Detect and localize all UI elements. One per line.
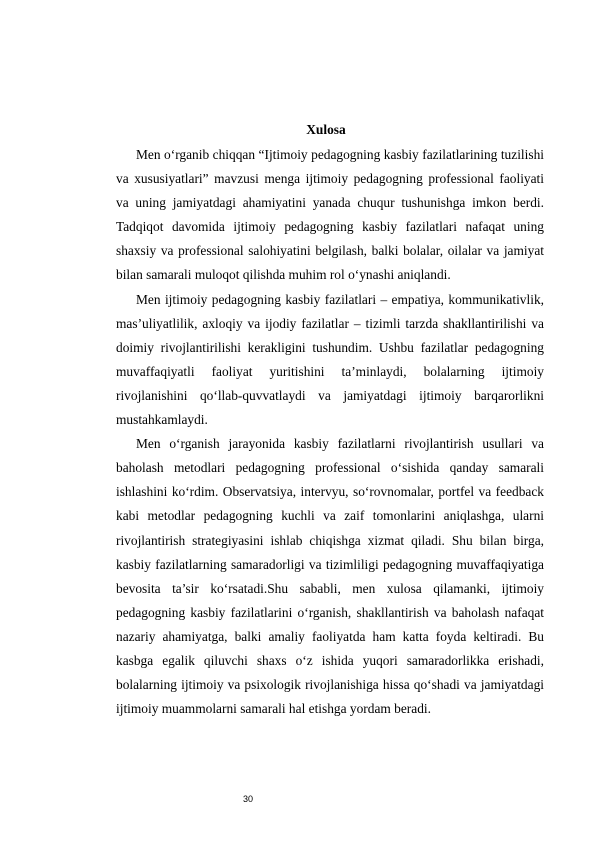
body-text [116, 143, 544, 721]
paragraph-1: Men o‘rganib chiqqan “Ijtimoiy pedagogning kasbiy fazilatlarining tuzilishi va xususiyatlari” mavzusi menga ijtimoiy pedagogning professional faoliyati va uning jamiyatdagi ahamiyatini yanada chuqur tushunishga imkon berdi. Tadqiqot davomida ijtimoiy pedagogning kasbiy fazilatlari nafaqat uning shaxsiy va professional salohiyatini belgilash, balki bolalar, oilalar va jamiyat bilan samarali muloqot qilishda muhim rol o‘ynashi aniqlandi. [116, 147, 544, 283]
section-title: Xulosa [306, 122, 346, 137]
page-number: 30 [243, 794, 254, 804]
paragraph-3: Men o‘rganish jarayonida kasbiy fazilatlarni rivojlantirish usullari va baholash metodlari pedagogning professional o‘sishida qanday samarali ishlashini ko‘rdim. Observatsiya, intervyu, so‘rovnomalar, portfel va feedback kabi metodlar pedagogning kuchli va zaif tomonlarini aniqlashga, ularni rivojlantirish strategiyasini ishlab chiqishga xizmat qiladi. Shu bilan birga, kasbiy fazilatlarning samaradorligi va tizimliligi pedagogning muvaffaqiyatiga bevosita ta’sir ko‘rsatadi.Shu sababli, men xulosa qilamanki, ijtimoiy pedagogning kasbiy fazilatlarini o‘rganish, shakllantirish va baholash nafaqat nazariy ahamiyatga, balki amaliy faoliyatda ham katta foyda keltiradi. Bu kasbga egalik qiluvchi shaxs o‘z ishida yuqori samaradorlikka erishadi, bolalarning ijtimoiy va psixologik rivojlanishiga hissa qo‘shadi va jamiyatdagi ijtimoiy muammolarni samarali hal etishga yordam beradi. [116, 436, 544, 717]
paragraph-2: Men ijtimoiy pedagogning kasbiy fazilatlari – empatiya, kommunikativlik, mas’uliyatlilik, axloqiy va ijodiy fazilatlar – tizimli tarzda shakllantirilishi va doimiy rivojlantirilishi kerakligini tushundim. Ushbu fazilatlar pedagogning muvaffaqiyatli faoliyat yuritishini ta’minlaydi, bolalarning ijtimoiy rivojlanishini qo‘llab-quvvatlaydi va jamiyatdagi ijtimoiy barqarorlikni mustahkamlaydi. [116, 291, 544, 428]
